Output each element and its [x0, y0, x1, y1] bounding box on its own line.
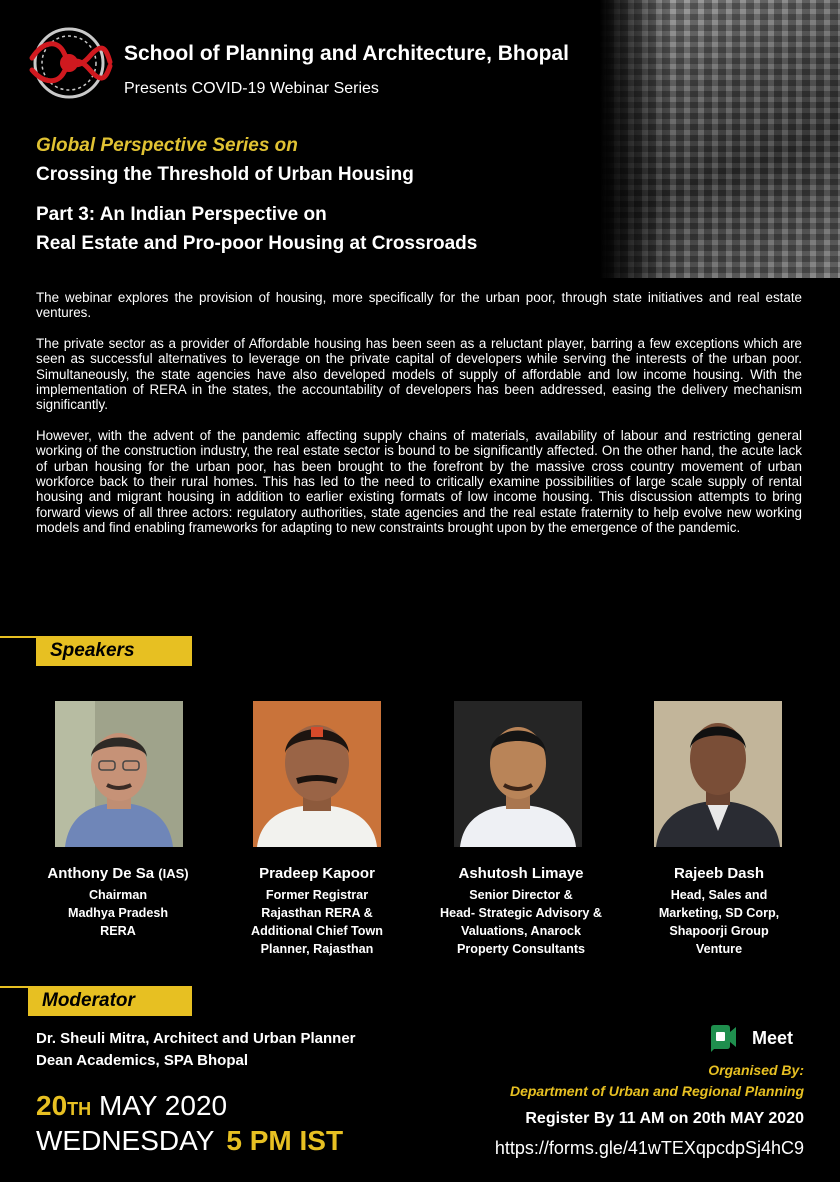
speaker-name-text: Pradeep Kapoor: [259, 865, 375, 882]
speaker-role-line: Head, Sales and: [670, 888, 768, 902]
speaker-role-line: Venture: [695, 942, 743, 956]
event-date: [36, 1090, 227, 1122]
speakers-rule: [0, 636, 36, 638]
moderator-title: Dean Academics, SPA Bhopal: [36, 1052, 249, 1069]
webinar-title-line-2: Real Estate and Pro-poor Housing at Crossroads: [36, 233, 478, 254]
spa-logo: [24, 18, 114, 108]
speaker-name: [619, 865, 819, 882]
moderator-name: Dr. Sheuli Mitra, Architect and Urban Planner: [36, 1030, 356, 1047]
webinar-title-line-1: Part 3: An Indian Perspective on: [36, 204, 327, 225]
speaker-role: [619, 886, 819, 958]
event-month-year: MAY 2020: [98, 1090, 228, 1121]
speaker-photo-anthony: [55, 701, 183, 847]
speaker-role-line: Madhya Pradesh: [67, 906, 169, 920]
description-paragraph: The webinar explores the provision of housing, more specifically for the urban poor, through state initiatives and real estate ventures.: [36, 290, 802, 321]
event-day-suffix: TH: [67, 1099, 92, 1119]
speaker-name-text: Anthony De Sa: [47, 865, 155, 882]
event-weekday: WEDNESDAY: [36, 1125, 215, 1156]
moderator-heading: Moderator: [28, 986, 192, 1016]
speaker-name-text: Ashutosh Limaye: [458, 865, 584, 882]
speaker-name-text: Rajeeb Dash: [673, 865, 765, 882]
series-subtitle: Global Perspective Series on: [36, 135, 298, 156]
speaker-role-line: Former Registrar: [265, 888, 369, 902]
speaker-name: [18, 865, 218, 882]
presents-line: Presents COVID-19 Webinar Series: [124, 80, 379, 97]
speaker-role: [217, 886, 417, 958]
speaker-role-line: Head- Strategic Advisory &: [440, 906, 602, 920]
organising-department: Department of Urban and Regional Planning: [509, 1083, 804, 1099]
event-weekday-time: [36, 1125, 343, 1157]
speaker-role-line: Valuations, Anarock: [461, 924, 581, 938]
registration-deadline: Register By 11 AM on 20th MAY 2020: [525, 1110, 804, 1127]
city-aerial-photo: [600, 0, 840, 278]
speaker-name: [421, 865, 621, 882]
description-paragraph: However, with the advent of the pandemic affecting supply chains of materials, availability of labour and restricting general working of the construction industry, the real estate sector is bound to be significantly affected. On the other hand, the acute lack of urban housing for the urban poor, has been brought to the forefront by the massive cross country movement of urban workforce back to their rural homes. This has led to the need to critically examine possibilities of large scale supply of rental housing and migrant housing in addition to earlier existing formats of low income housing. This discussion attempts to bring forward views of all three actors: regulatory authorities, state agencies and the real estate fraternity to help evolve new working models and find enabling frameworks for adapting to new constraints brought upon by the emergence of the pandemic.: [36, 427, 802, 536]
speaker-role: [421, 886, 621, 958]
speaker-name-suffix: (IAS): [158, 866, 189, 881]
speaker-role-line: RERA: [100, 924, 136, 938]
speaker-role-line: Shapoorji Group: [669, 924, 769, 938]
speakers-heading: Speakers: [36, 636, 192, 666]
institution-name: School of Planning and Architecture, Bhopal: [124, 42, 569, 65]
meet-label: Meet: [752, 1028, 794, 1048]
speaker-role-line: Chairman: [88, 888, 148, 902]
description-paragraph: The private sector as a provider of Affordable housing has been seen as a reluctant player, barring a few exceptions which are seen as successful alternatives to leverage on the private capital of developers while serving the interests of the urban poor. Simultaneously, the state agencies have also developed models of supply of affordable and low income housing. With the implementation of RERA in the states, the accountability of developers has been addressed, easing the delivery mechanism significantly.: [36, 335, 802, 413]
event-day: 20: [36, 1090, 68, 1121]
speaker-role-line: Marketing, SD Corp,: [658, 906, 780, 920]
description: [36, 290, 802, 551]
speaker-role-line: Additional Chief Town: [251, 924, 383, 938]
speaker-photo-ashutosh: [454, 701, 582, 847]
speaker-role-line: Planner, Rajasthan: [260, 942, 374, 956]
speaker-photo-pradeep: [253, 701, 381, 847]
event-time: 5 PM IST: [226, 1125, 344, 1156]
series-title: Crossing the Threshold of Urban Housing: [36, 164, 414, 185]
speaker-role-line: Property Consultants: [456, 942, 586, 956]
moderator-rule: [0, 986, 28, 988]
registration-link[interactable]: https://forms.gle/41wTEXqpcdpSj4hC9: [494, 1138, 804, 1158]
speaker-role: [18, 886, 218, 940]
speaker-role-line: Rajasthan RERA &: [261, 906, 373, 920]
speaker-role-line: Senior Director &: [469, 888, 573, 902]
speaker-photo-rajeeb: [654, 701, 782, 847]
google-meet-icon: [708, 1022, 738, 1052]
organised-by-label: Organised By:: [708, 1062, 804, 1078]
speaker-name: [217, 865, 417, 882]
